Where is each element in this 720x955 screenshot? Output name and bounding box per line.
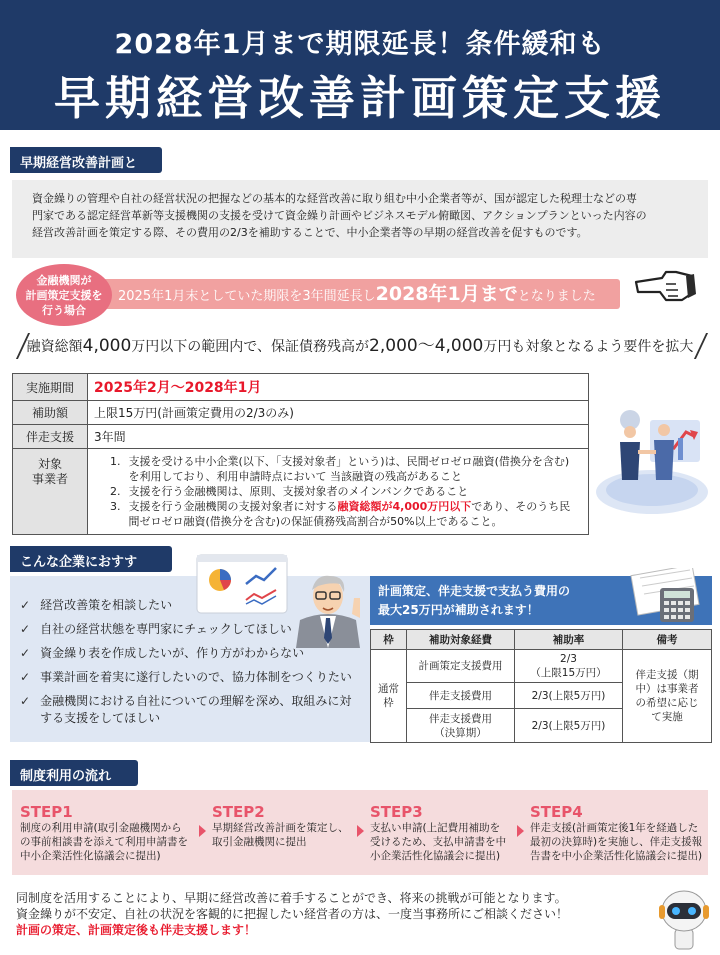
item-text-highlight: 融資総額が4,000万円以下 — [337, 500, 472, 513]
amount-value: 上限15万円(計画策定費用の2/3のみ) — [88, 401, 589, 425]
badge-line: 金融機関が — [36, 274, 92, 287]
bank-support-badge — [16, 264, 112, 326]
business-handshake-illustration — [590, 380, 715, 525]
column-header: 補助対象経費 — [407, 630, 515, 650]
target-list — [110, 454, 580, 529]
step-arrow-icon — [357, 825, 364, 837]
note-line: の希望に応じ — [635, 697, 699, 709]
item-number: 2. — [110, 485, 121, 498]
ribbon-number: 4,000 — [82, 336, 132, 356]
recommend-text: 自社の経営状態を専門家にチェックしてほしい — [40, 622, 292, 636]
ribbon-number: 2,000～4,000 — [369, 336, 484, 356]
step-title: STEP3 — [370, 803, 423, 821]
table-row — [13, 449, 589, 535]
target-conditions — [88, 449, 589, 535]
step-text — [20, 821, 195, 863]
step-title: STEP2 — [212, 803, 265, 821]
step-line: 中小企業活性化協議会に提出) — [20, 850, 161, 862]
item-text: 支援を行う金融機関は、原則、支援対象者のメインバンクであること — [128, 485, 469, 498]
list-item — [110, 454, 580, 484]
recommend-text: 金融機関における自社についての理解を深め、取組みに対する支援をしてほしい — [40, 694, 352, 725]
step-line: の事前相談書を添えて利用申請書を — [20, 836, 188, 848]
step-line: 支払い申請(上記費用補助を — [370, 822, 501, 834]
recommend-list — [20, 597, 360, 734]
intro-section-label: 早期経営改善計画と — [10, 147, 162, 173]
step-line: 小企業活性化協議会に提出) — [370, 850, 501, 862]
intro-line: 経営改善計画を策定する際、その費用の2/3を補助することで、中小企業者等の早期の経営改善を促すものです。 — [32, 226, 588, 239]
frame-line: 通常 — [378, 683, 399, 695]
badge-line: 計画策定支援を — [25, 289, 103, 302]
rate-cell: 2/3(上限5万円) — [515, 683, 623, 709]
item-text-post: であり、そのうち民間ゼロゼロ融資(借換分を含む)の保証債務残高割合が50%以上であること。 — [128, 500, 571, 528]
note-line: て実施 — [651, 711, 683, 723]
checkmark-icon: ✓ — [20, 646, 31, 660]
header-title: 早期経営改善計画策定支援 — [54, 71, 666, 125]
ribbon-text: 融資総額 — [26, 339, 83, 355]
badge-line: 行う場合 — [42, 304, 86, 317]
expense-line: （決算期） — [434, 726, 487, 739]
column-header: 備考 — [623, 630, 712, 650]
checkmark-icon: ✓ — [20, 694, 31, 708]
note-line: 中）は事業者 — [635, 683, 699, 695]
step-1 — [20, 803, 195, 863]
row-head: 補助額 — [13, 401, 88, 425]
subsidy-table — [370, 629, 712, 743]
extension-banner — [100, 279, 620, 309]
note-cell — [623, 650, 712, 743]
step-line: 受けるため、支払申請書を中 — [370, 836, 507, 848]
step-4 — [530, 803, 708, 863]
expense-item — [407, 709, 515, 743]
checkmark-icon: ✓ — [20, 670, 31, 684]
callout-line: 最大25万円が補助されます！ — [378, 603, 539, 617]
item-number: 3. — [110, 500, 121, 513]
step-line: 伴走支援(計画策定後1年を経過した — [530, 822, 699, 834]
column-header: 補助率 — [515, 630, 623, 650]
table-row — [371, 650, 712, 683]
robot-mascot-icon — [655, 885, 713, 951]
intro-line: 資金繰りの管理や自社の経営状況の把握などの基本的な経営改善に取り組む中小企業者等が、国が認定した税理士などの専 — [32, 192, 637, 205]
support-value: 3年間 — [88, 425, 589, 449]
recommend-text: 資金繰り表を作成したいが、作り方がわからない — [40, 646, 305, 660]
footer-emphasis: 計画の策定、計画策定後も伴走支援します！ — [16, 923, 257, 937]
item-number: 1. — [110, 455, 121, 468]
footer-line: 同制度を活用することにより、早期に経営改善に着手することができ、将来の挑戦が可能となります。 — [16, 891, 567, 905]
note-line: 伴走支援（期 — [635, 669, 699, 681]
header-banner — [0, 0, 720, 130]
ribbon-text: 万円以下の範囲内で、保証債務残高が — [131, 339, 370, 355]
step-line: 早期経営改善計画を策定し、 — [212, 822, 349, 834]
item-text: 支援を受ける中小企業(以下、「支援対象者」という)は、民間ゼロゼロ融資(借換分を含む)を利用しており、利用申請時点において 当該融資の残高があること — [128, 455, 570, 483]
target-head-line: 対象 — [37, 457, 62, 471]
rate-cell — [515, 650, 623, 683]
recommend-text: 経営改善策を相談したい — [40, 598, 173, 612]
banner-highlight: 2028年1月まで — [375, 283, 518, 305]
list-item — [20, 693, 360, 727]
recommend-section-label: こんな企業におすす — [10, 546, 172, 572]
rate-line: 2/3 — [560, 653, 577, 665]
intro-description — [12, 180, 708, 258]
list-item — [20, 597, 360, 614]
step-line: 制度の利用申請(取引金融機関から — [20, 822, 182, 834]
overview-table — [12, 373, 589, 535]
pointing-hand-icon — [632, 262, 698, 306]
banner-text: 2025年1月末としていた期限を3年間延長し — [118, 289, 376, 304]
intro-line: 門家である認定経営革新等支援機関の支援を受けて資金繰り計画やビジネスモデル俯瞰図、アクションプランといった内容の — [32, 209, 647, 222]
frame-cell — [371, 650, 407, 743]
step-text — [530, 821, 708, 863]
step-arrow-icon — [517, 825, 524, 837]
row-head: 実施期間 — [13, 374, 88, 401]
recommend-text: 事業計画を着実に遂行したいので、協力体制をつくりたい — [40, 670, 352, 684]
expense-item: 計画策定支援費用 — [407, 650, 515, 683]
rate-line: （上限15万円） — [530, 667, 607, 679]
period-value: 2025年2月～2028年1月 — [88, 374, 589, 401]
footer-message — [16, 890, 656, 938]
row-head: 伴走支援 — [13, 425, 88, 449]
step-arrow-icon — [199, 825, 206, 837]
checkmark-icon: ✓ — [20, 622, 31, 636]
header-subtitle: 2028年1月まで期限延長！条件緩和も — [114, 29, 606, 60]
row-head — [13, 449, 88, 535]
list-item — [20, 669, 360, 686]
expense-line: 伴走支援費用 — [429, 712, 492, 725]
table-row — [13, 374, 589, 401]
list-item — [110, 499, 580, 529]
footer-line: 資金繰りが不安定、自社の状況を客観的に把握したい経営者の方は、一度当事務所にご相談ください！ — [16, 907, 569, 921]
list-item — [20, 621, 360, 638]
step-line: 告書を中小企業活性化協議会に提出) — [530, 850, 703, 862]
table-header-row — [371, 630, 712, 650]
eligibility-ribbon — [14, 333, 706, 359]
item-text-pre: 支援を行う金融機関の支援対象者に対する — [128, 500, 338, 513]
step-line: 最初の決算時)を実施し、伴走支援報 — [530, 836, 703, 848]
calculator-documents-illustration — [620, 568, 712, 626]
item-text — [129, 499, 581, 529]
table-row — [13, 401, 589, 425]
table-row — [13, 425, 589, 449]
banner-text-end: となりました — [517, 289, 596, 304]
step-title: STEP4 — [530, 803, 583, 821]
step-title: STEP1 — [20, 803, 73, 821]
list-item — [110, 484, 580, 499]
expense-item: 伴走支援費用 — [407, 683, 515, 709]
callout-line: 計画策定、伴走支援で支払う費用の — [378, 584, 571, 598]
list-item — [20, 645, 360, 662]
target-head-line: 事業者 — [31, 472, 68, 486]
checkmark-icon: ✓ — [20, 598, 31, 612]
frame-line: 枠 — [383, 697, 394, 709]
ribbon-text: 万円も対象となるよう要件を拡大 — [483, 339, 694, 355]
rate-cell: 2/3(上限5万円) — [515, 709, 623, 743]
flow-section-label: 制度利用の流れ — [10, 760, 138, 786]
step-line: 取引金融機関に提出 — [212, 836, 307, 848]
column-header: 枠 — [371, 630, 407, 650]
